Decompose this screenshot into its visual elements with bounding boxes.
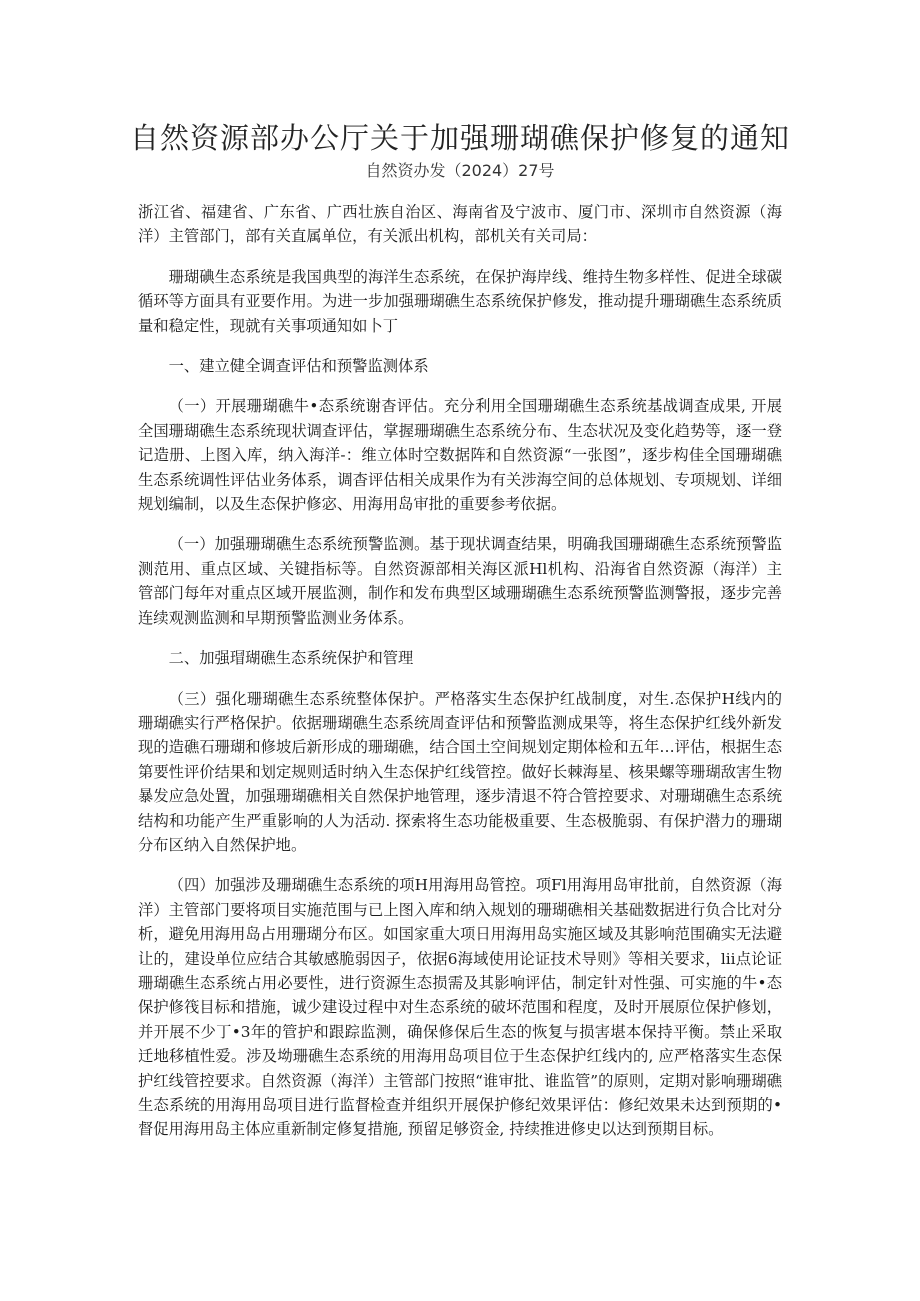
item-1-paragraph: （一）开展珊瑚礁牛•态系统谢杳评估。充分利用全国珊瑚礁生态系统基战调查成果, 开展全国珊瑚礁生态系统现状调查评估，掌握珊瑚礁生态系统分布、生态状况及变化趋势等，逐一登记造册、上图入库，纳入海洋-：维立体时空数据阵和自然资源“一张图”，逐步构佳全国珊瑚礁生态系统调性评估业务体系，调杳评估相关成果作为有关涉海空间的总体规划、专项规划、详细规划编制，以及生态保护修宓、用海用岛审批的重要参考依据。 [138,397,782,514]
item-4-paragraph: （四）加强涉及珊瑚礁生态系统的项H用海用岛管控。项Fl用海用岛审批前，自然资源（海洋）主管部门要将项目实施范围与已上图入库和纳入规划的珊瑚礁相关基础数据进行负合比对分析，避免用海用岛占用珊瑚分布区。如国家重大项日用海用岛实施区域及其影响范围确实无法避让的，建设单位应结合其敏感脆弱因子，依据6海域使用论证技术导则》等相关要求，lii点论证珊瑚礁生态系统占用必要性，进行资源生态损需及其影响评估，制定针对性强、可实施的牛•态保护修筏目标和措施，诚少建设过程中对生态系统的破坏范围和程度，及时开展原位保护修划，并开展不少丁•3年的管护和跟踪监测，确保修保后生态的恢复与损害堪本保持平衡。禁止采取迁地移植性爱。涉及坳珊礁生态系统的用海用岛项目位于生态保护红线内的, 应严格落实生态保护红线管控要求。自然资源（海洋）主管部门按照“谁审批、谁监管”的原则，定期对影响珊瑚礁生态系统的用海用岛项目进行监督检查并组织开展保护修纪效果评估：修纪效果未达到预期的•督促用海用岛主体应重新制定修复措施, 预留足够资金, 持续推进修史以达到预期目标。 [138,876,782,1139]
intro-paragraph: 珊瑚碘生态系统是我国典型的海洋生态系统，在保护海岸线、维持生物多样性、促进全球碳循环等方面具有亚要作用。为进一步加强珊瑚礁生态系统保护修发，推动提升珊瑚礁生态系统质量和稳定性，现就有关事项通知如卜丁 [138,267,782,335]
document-number: 自然资办发（2024）27号 [365,161,555,180]
document-title: 自然资源部办公厅关于加强珊瑚礁保护修复的通知 [129,121,790,155]
item-2-paragraph: （一）加强珊瑚礁生态系统预警监测。基于现状调查结果，明确我国珊瑚礁生态系统预警监测范用、重点区域、关键指标等。自然资源部相关海区派Hl机构、沿海省自然资源（海洋）主管部门每年对重点区域开展监测，制作和发布典型区域珊瑚礁生态系统预警监测警报，逐步完善连续观测监测和早期预警监测业务体系。 [138,535,782,627]
item-3-paragraph: （三）强化珊瑚礁生态系统整体保护。严格落实生态保护红战制度，对生.态保护H线内的珊瑚礁实行严格保护。依据珊瑚礁生态系统周查评估和预警监测成果等，将生态保护红线外新发现的造礁石珊瑚和修坡后新形成的珊瑚礁，结合国土空间规划定期体检和五年…评估，根据生态第要性评价结果和划定规则适时纳入生态保护红线管控。做好长棘海星、核果螺等珊瑚敌害生物暴发应急处置，加强珊瑚礁相关自然保护地管理，逐步清退不符合管控要求、对珊瑚礁生态系统结构和功能产生严重影响的人为活动. 探索将生态功能极重要、生态极脆弱、有保护潜力的珊瑚分布区纳入自然保护地。 [138,689,782,854]
section-1-heading: 一、建立健全调查评估和预警监测体系 [168,357,429,376]
addressees-paragraph: 浙江省、福建省、广东省、广西壮族自治区、海南省及宁波市、厦门市、深圳市自然资源（海洋）主管部门，部有关直属单位，有关派出机构，部机关有关司局： [138,203,782,246]
section-2-heading: 二、加强瑁瑚礁生态系统保护和管理 [168,649,414,668]
document-body [138,200,782,1142]
